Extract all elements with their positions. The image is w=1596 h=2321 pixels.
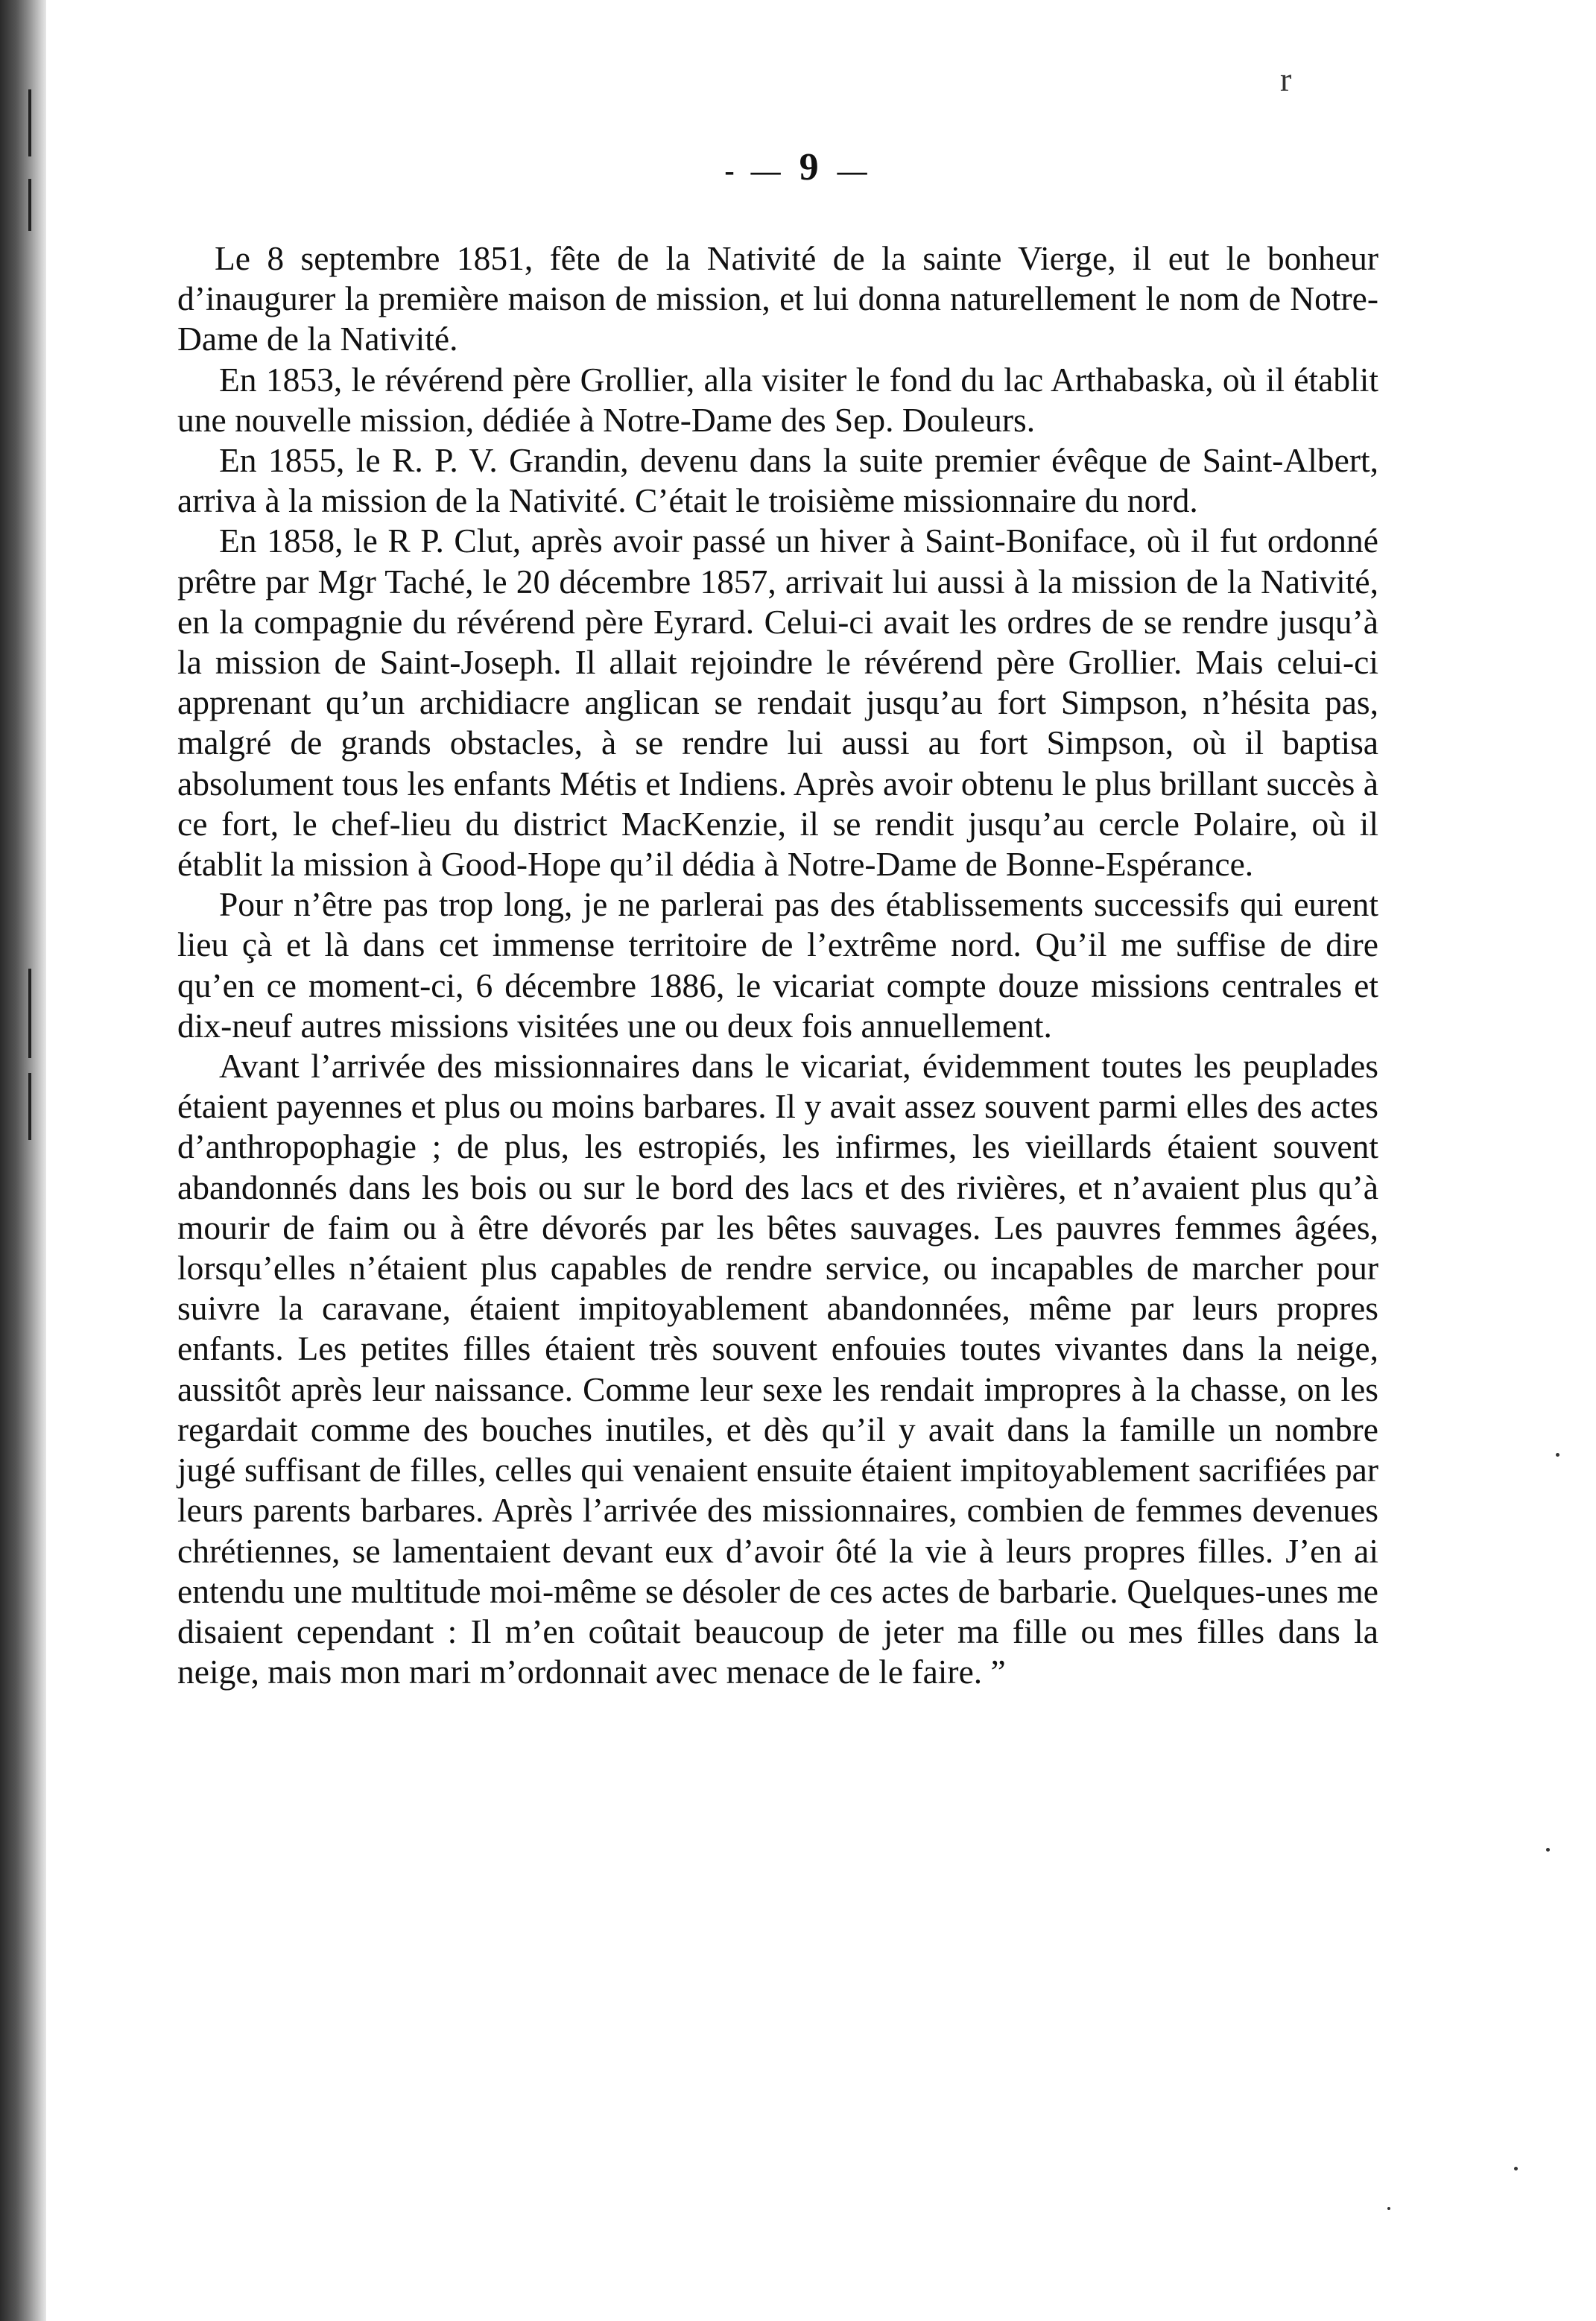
paragraph-4: En 1858, le R P. Clut, après avoir passé un hiver à Saint-Boniface, où il fut ordonné prêtre par Mgr Taché, le 20 décembre 1857, arrivait lui aussi à la mission de la Nativité, en la compagnie du révérend père Eyrard. Celui-ci avait les ordres de se rendre jusqu’à la mission de Saint-Joseph. Il allait rejoindre le révérend père Grollier. Mais celui-ci apprenant qu’un archidiacre anglican se rendait jusqu’au fort Simpson, n’hésita pas, malgré de grands obstacles, à se rendre lui aussi au fort Simpson, où il baptisa absolument tous les enfants Métis et Indiens. Après avoir obtenu le plus brillant succès à ce fort, le chef-lieu du district MacKenzie, il se rendit jusqu’au cercle Polaire, où il établit la mission à Good-Hope qu’il dédia à Notre-Dame de Bonne-Espérance. bbox=[177, 522, 1378, 884]
scan-edge-mark bbox=[28, 1073, 31, 1140]
paragraph-2: En 1853, le révérend père Grollier, alla visiter le fond du lac Arthabaska, où il établit une nouvelle mission, dédiée à Notre-Dame des Sep. Douleurs. bbox=[177, 360, 1378, 439]
page-body bbox=[177, 238, 1378, 1692]
paragraph-5: Pour n’être pas trop long, je ne parlerai pas des établissements successifs qui eurent lieu çà et là dans cet immense territoire de l’extrême nord. Qu’il me suffise de dire qu’en ce moment-ci, 6 décembre 1886, le vicariat compte douze missions centrales et dix-neuf autres missions visitées une ou deux fois annuellement. bbox=[177, 885, 1378, 1045]
scan-speck bbox=[1514, 2167, 1518, 2170]
page-number-value: 9 bbox=[799, 146, 823, 189]
page-number-dash-right: — bbox=[837, 153, 872, 188]
scan-edge-mark bbox=[28, 969, 31, 1058]
paragraph-6: Avant l’arrivée des missionnaires dans le vicariat, évidemment toutes les peuplades étaient payennes et plus ou moins barbares. Il y avait assez souvent parmi elles des actes d’anthropophagie ; de plus, les estropiés, les infirmes, les vieillards étaient souvent abandonnés dans les bois ou sur le bord des lacs et des rivières, et n’avaient plus qu’à mourir de faim ou à être dévorés par les bêtes sauvages. Les pauvres femmes âgées, lorsqu’elles n’étaient plus capables de rendre service, ou incapables de marcher pour suivre la caravane, étaient impitoyablement abandonnées, même par leurs propres enfants. Les petites filles étaient très souvent enfouies toutes vivantes dans la neige, aussitôt après leur naissance. Comme leur sexe les rendait impropres à la chasse, on les regardait comme des bouches inutiles, et dès qu’il y avait dans la famille un nombre jugé suffisant de filles, celles qui venaient ensuite étaient impitoyablement sacrifiées par leurs parents barbares. Après l’arrivée des missionnaires, combien de femmes devenues chrétiennes, se lamentaient devant eux d’avoir ôté la vie à leurs propres filles. J’en ai entendu une multitude moi-même se désoler de ces actes de barbarie. Quelques-unes me disaient cependant : Il m’en coûtait beaucoup de jeter ma fille ou mes filles dans la neige, mais mon mari m’ordonnait avec menace de le faire. ” bbox=[177, 1047, 1378, 1691]
scan-speck bbox=[1556, 1453, 1559, 1457]
page-number-dash-left: - — bbox=[724, 153, 785, 188]
scan-speck bbox=[1546, 1848, 1550, 1852]
paragraph-3: En 1855, le R. P. V. Grandin, devenu dans la suite premier évêque de Saint-Albert, arriva à la mission de la Nativité. C’était le troisième missionnaire du nord. bbox=[177, 441, 1378, 520]
scan-corner-mark: r bbox=[1280, 60, 1292, 98]
paragraph-1: Le 8 septembre 1851, fête de la Nativité de la sainte Vierge, il eut le bonheur d’inaugurer la première maison de mission, et lui donna naturellement le nom de Notre-Dame de la Nativité. bbox=[177, 239, 1378, 358]
page-number bbox=[0, 145, 1596, 189]
scan-speck bbox=[1387, 2207, 1390, 2210]
scan-binding-edge bbox=[0, 0, 46, 2321]
